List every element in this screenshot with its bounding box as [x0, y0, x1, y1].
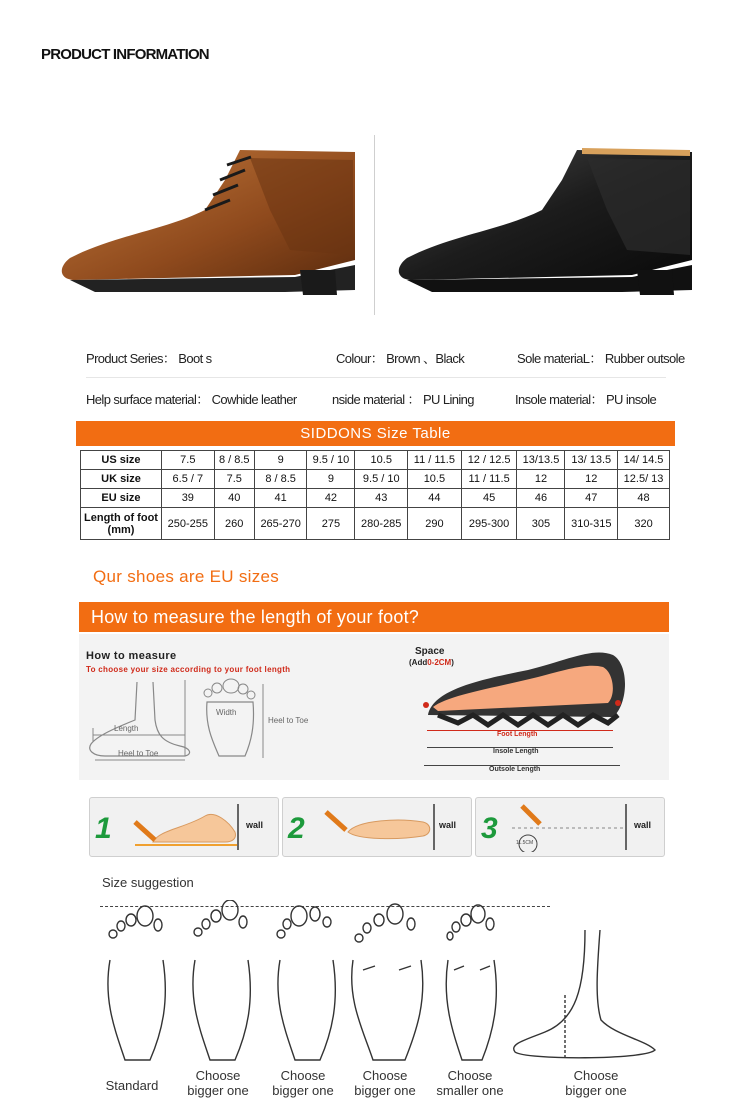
space-title: Space: [415, 646, 445, 657]
size-cell: 11 / 11.5: [408, 451, 462, 470]
brown-boot-image: [55, 140, 360, 310]
space-add-suffix: ): [451, 658, 454, 667]
pencil-icon: [522, 806, 540, 824]
space-add-prefix: (Add: [409, 658, 428, 667]
size-cell: 7.5: [162, 451, 215, 470]
caption-line: bigger one: [187, 1083, 249, 1098]
size-cell: 260: [214, 508, 254, 540]
page-title: PRODUCT INFORMATION: [41, 46, 209, 63]
size-cell: 265-270: [254, 508, 307, 540]
size-cell: 12: [565, 470, 618, 489]
foot-outline-icon: [514, 930, 655, 1058]
size-cell: 13/ 13.5: [565, 451, 618, 470]
caption-bigger-1: [178, 1068, 258, 1098]
size-row-label: Length of foot (mm): [81, 508, 162, 540]
foot-outlines: [95, 900, 675, 1070]
product-upper: Help surface material： Cowhide leather: [86, 392, 297, 407]
eu-size-note: Qur shoes are EU sizes: [93, 567, 280, 586]
length-label: Length: [114, 724, 139, 733]
foot-length-label: Foot Length: [497, 731, 538, 738]
step-2-wall: wall: [439, 820, 457, 830]
size-cell: 6.5 / 7: [162, 470, 215, 489]
caption-bigger-4: [556, 1068, 636, 1098]
step-3-number: 3: [481, 812, 498, 845]
size-table-title: SIDDONS Size Table: [76, 421, 675, 446]
step-2-number: 2: [288, 812, 305, 845]
size-cell: 44: [408, 489, 462, 508]
caption-bigger-3: [345, 1068, 425, 1098]
outsole-length-label: Outsole Length: [489, 766, 541, 773]
caption-line: Choose: [573, 1068, 619, 1083]
size-row-label: EU size: [81, 489, 162, 508]
size-cell: 11 / 11.5: [461, 470, 517, 489]
size-cell: 42: [307, 489, 355, 508]
size-cell: 12 / 12.5: [461, 451, 517, 470]
space-add-value: 0-2CM: [427, 658, 452, 667]
step-3-ruler-label: 11.5CM: [516, 840, 534, 846]
size-cell: 290: [408, 508, 462, 540]
heel-to-toe-label: Heel to Toe: [118, 749, 159, 758]
size-row-label: UK size: [81, 470, 162, 489]
width-label: Width: [216, 708, 237, 717]
size-cell: 12.5/ 13: [618, 470, 670, 489]
size-cell: 10.5: [355, 451, 408, 470]
caption-line: Choose: [362, 1068, 408, 1083]
how-to-measure-title: How to measure: [86, 650, 177, 662]
size-cell: 9: [307, 470, 355, 489]
pencil-icon: [135, 822, 155, 840]
caption-smaller: [425, 1068, 515, 1098]
size-cell: 305: [517, 508, 565, 540]
size-cell: 41: [254, 489, 307, 508]
size-table-row: [81, 489, 670, 508]
shoe-cross-section: [418, 645, 633, 735]
boot-divider: [374, 135, 375, 315]
pencil-icon: [326, 812, 346, 830]
foot-outline-icon: [193, 900, 250, 1060]
foot-outline-icon: [352, 904, 423, 1060]
caption-line: smaller one: [436, 1083, 504, 1098]
size-cell: 9.5 / 10: [307, 451, 355, 470]
size-cell: 275: [307, 508, 355, 540]
size-cell: 47: [565, 489, 618, 508]
size-cell: 250-255: [162, 508, 215, 540]
product-insole: Insole material： PU insole: [515, 392, 657, 407]
step-1-number: 1: [95, 812, 112, 845]
caption-line: Choose: [280, 1068, 326, 1083]
size-cell: 295-300: [461, 508, 517, 540]
size-cell: 12: [517, 470, 565, 489]
foot-outline-icon: [277, 906, 335, 1060]
size-cell: 7.5: [214, 470, 254, 489]
size-table-row: [81, 451, 670, 470]
size-cell: 310-315: [565, 508, 618, 540]
step-1-wall: wall: [246, 820, 264, 830]
size-cell: 280-285: [355, 508, 408, 540]
how-to-measure-subtitle: To choose your size according to your foot length: [86, 665, 291, 674]
product-colour: Colour： Brown 、Black: [336, 351, 465, 366]
size-cell: 9: [254, 451, 307, 470]
size-cell: 320: [618, 508, 670, 540]
black-boot-image: [392, 140, 697, 310]
product-sole: Sole materiaL： Rubber outsole: [517, 351, 685, 366]
size-cell: 8 / 8.5: [254, 470, 307, 489]
caption-bigger-2: [263, 1068, 343, 1098]
size-cell: 40: [214, 489, 254, 508]
size-cell: 43: [355, 489, 408, 508]
size-table-row: [81, 508, 670, 540]
product-lining: nside material ： PU Lining: [332, 392, 474, 407]
foot-outline-icon: [446, 905, 496, 1060]
size-cell: 8 / 8.5: [214, 451, 254, 470]
size-cell: 45: [461, 489, 517, 508]
size-cell: 9.5 / 10: [355, 470, 408, 489]
measure-banner: How to measure the length of your foot?: [79, 602, 669, 632]
size-cell: 46: [517, 489, 565, 508]
size-cell: 13/13.5: [517, 451, 565, 470]
caption-line: bigger one: [272, 1083, 334, 1098]
insole-length-label: Insole Length: [493, 748, 539, 755]
size-suggestion-title: Size suggestion: [102, 875, 194, 890]
step-3-wall: wall: [634, 820, 652, 830]
heel-to-toe-side-label: Heel to Toe: [268, 716, 309, 725]
caption-line: bigger one: [565, 1083, 627, 1098]
caption-line: Choose: [447, 1068, 493, 1083]
product-series: Product Series： Boot s: [86, 351, 212, 366]
caption-line: bigger one: [354, 1083, 416, 1098]
size-cell: 14/ 14.5: [618, 451, 670, 470]
size-cell: 48: [618, 489, 670, 508]
foot-outline-icon: [108, 906, 165, 1060]
size-cell: 10.5: [408, 470, 462, 489]
size-cell: 39: [162, 489, 215, 508]
caption-line: Standard: [105, 1078, 159, 1093]
caption-standard: [92, 1078, 172, 1093]
info-separator: [86, 377, 666, 378]
size-table: [80, 450, 670, 540]
size-table-row: [81, 470, 670, 489]
caption-line: Choose: [195, 1068, 241, 1083]
size-row-label: US size: [81, 451, 162, 470]
